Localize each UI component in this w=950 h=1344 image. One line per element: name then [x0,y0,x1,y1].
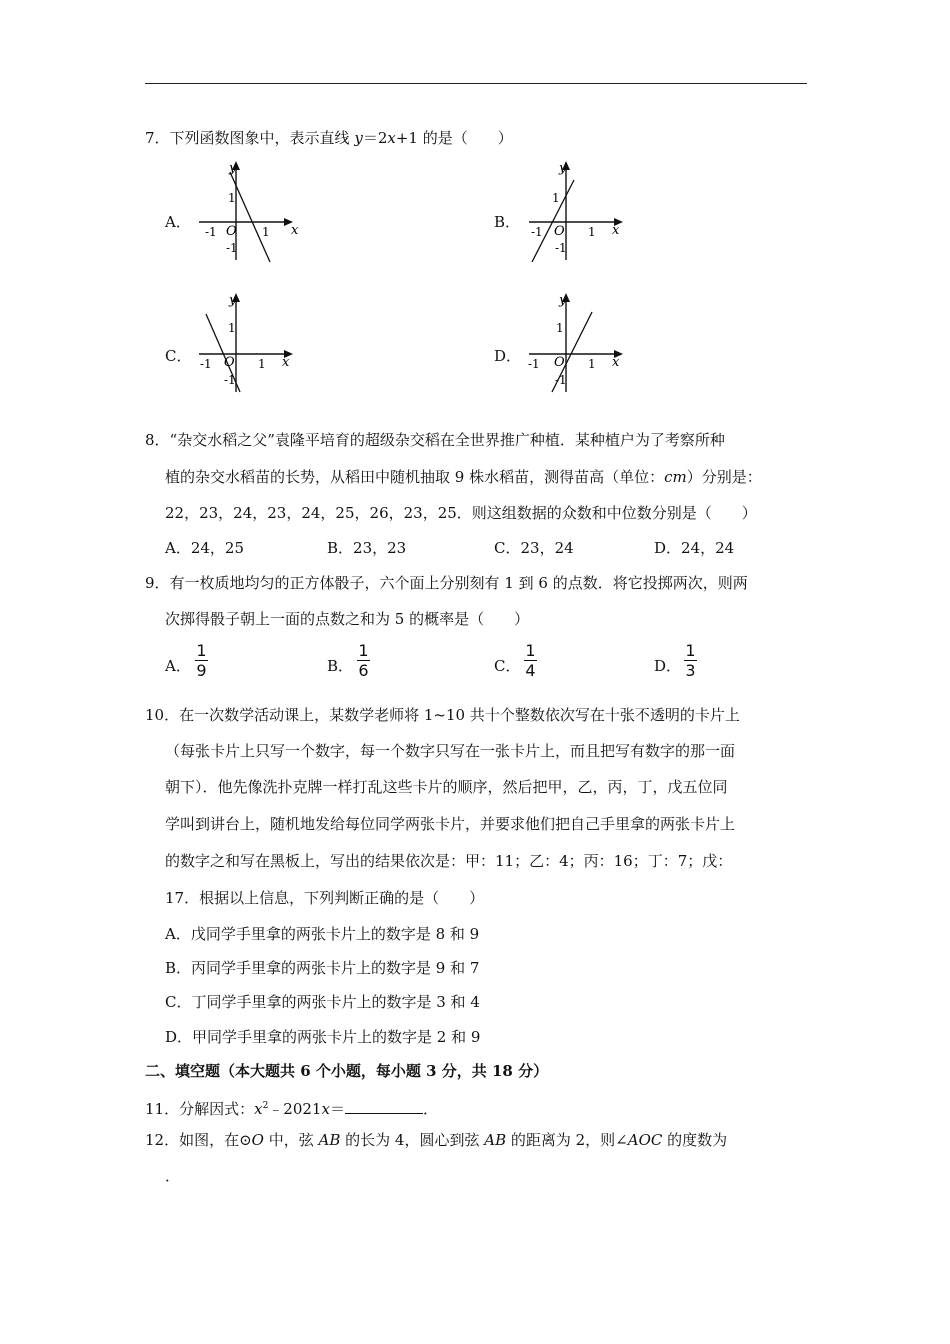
svg-text:1: 1 [258,357,266,371]
svg-text:-1: -1 [531,225,543,239]
q7-option-a-label[interactable]: A． [165,213,191,231]
svg-text:1: 1 [228,191,236,205]
q7-option-d-graph[interactable] [526,292,636,402]
svg-text:y: y [559,293,567,308]
svg-text:O: O [554,224,565,239]
q12-stem: 12．如图，在⊙O 中，弦 AB 的长为 4，圆心到弦 AB 的距离为 2，则∠AOC 的度数为 [145,1131,728,1149]
svg-text:-1: -1 [555,241,567,255]
svg-text:O: O [224,355,235,370]
q12-line2: ． [165,1167,181,1185]
svg-text:y: y [559,161,567,176]
q8-option-d[interactable]: D．24，24 [654,539,735,557]
q9-line1: 9．有一枚质地均匀的正方体骰子，六个面上分别刻有 1 到 6 的点数．将它投掷两次，则两 [145,574,748,592]
x-axis-label: x [291,223,299,238]
q10-option-d[interactable]: D．甲同学手里拿的两张卡片上的数字是 2 和 9 [165,1028,481,1046]
svg-text:1: 1 [556,321,564,335]
q11-stem: 11．分解因式：$x^2﹣2021x=$ ． [145,1100,438,1118]
q10-line1: 10．在一次数学活动课上，某数学老师将 1~10 共十个整数依次写在十张不透明的卡片上 [145,706,740,724]
q10-line6: 17．根据以上信息，下列判断正确的是（ ） [165,889,485,907]
q7-option-c-label[interactable]: C． [165,347,192,365]
q10-line4: 学叫到讲台上，随机地发给每位同学两张卡片，并要求他们把自己手里拿的两张卡片上 [165,815,736,833]
svg-text:1: 1 [552,191,560,205]
svg-text:O: O [226,224,237,239]
svg-text:1: 1 [588,225,596,239]
q10-option-c[interactable]: C．丁同学手里拿的两张卡片上的数字是 3 和 4 [165,993,480,1011]
q8-option-b[interactable]: B．23，23 [327,539,407,557]
svg-text:-1: -1 [205,225,217,239]
q10-line5: 的数字之和写在黑板上，写出的结果依次是：甲：11；乙：4；丙：16；丁：7；戊： [165,852,733,870]
q11-answer-blank[interactable] [345,1099,423,1114]
q9-option-d-fraction[interactable]: 1 3 [685,641,696,680]
svg-text:1: 1 [228,321,236,335]
section-2-heading: 二、填空题（本大题共 6 个小题，每小题 3 分，共 18 分） [145,1062,549,1080]
q8-line2: 植的杂交水稻苗的长势，从稻田中随机抽取 9 株水稻苗，测得苗高（单位：cm）分别是： [165,468,762,486]
q7-option-a-graph[interactable] [196,160,306,270]
q9-option-d-label[interactable]: D． [654,657,682,675]
svg-text:x: x [282,355,290,370]
svg-text:-1: -1 [200,357,212,371]
q9-option-b-label[interactable]: B． [327,657,354,675]
svg-text:1: 1 [262,225,270,239]
svg-text:x: x [612,223,620,238]
q9-option-a-fraction[interactable]: 1 9 [196,641,207,680]
svg-text:y: y [229,293,237,308]
q10-option-b[interactable]: B．丙同学手里拿的两张卡片上的数字是 9 和 7 [165,959,480,977]
q8-line3: 22，23，24，23，24，25，26，23，25．则这组数据的众数和中位数分别是（ ） [165,504,757,522]
q7-option-c-graph[interactable] [196,292,306,402]
q7-option-b-label[interactable]: B． [494,213,521,231]
q9-option-a-label[interactable]: A． [165,657,191,675]
svg-text:1: 1 [588,357,596,371]
svg-text:-1: -1 [224,373,236,387]
y-axis-label: y [229,161,237,176]
q9-line2: 次掷得骰子朝上一面的点数之和为 5 的概率是（ ） [165,610,530,628]
svg-text:x: x [612,355,620,370]
q9-option-c-label[interactable]: C． [494,657,521,675]
q9-option-c-fraction[interactable]: 1 4 [525,641,536,680]
header-rule [145,83,807,84]
q7-option-b-graph[interactable] [526,160,636,270]
svg-text:O: O [554,355,565,370]
q7-option-d-label[interactable]: D． [494,347,522,365]
svg-text:-1: -1 [528,357,540,371]
svg-text:-1: -1 [555,373,567,387]
q10-line3: 朝下）．他先像洗扑克牌一样打乱这些卡片的顺序，然后把甲，乙，丙，丁，戊五位同 [165,778,728,796]
q7-stem: 7．下列函数图象中，表示直线 y＝2x+1 的是（ ） [145,129,513,147]
svg-text:-1: -1 [226,241,238,255]
q8-line1: 8．“杂交水稻之父”袁隆平培育的超级杂交稻在全世界推广种植．某种植户为了考察所种 [145,431,725,449]
q10-line2: （每张卡片上只写一个数字，每一个数字只写在一张卡片上，而且把写有数字的那一面 [165,742,736,760]
q10-option-a[interactable]: A．戊同学手里拿的两张卡片上的数字是 8 和 9 [165,925,480,943]
q8-option-c[interactable]: C．23，24 [494,539,574,557]
q9-option-b-fraction[interactable]: 1 6 [358,641,369,680]
q8-option-a[interactable]: A．24，25 [165,539,245,557]
